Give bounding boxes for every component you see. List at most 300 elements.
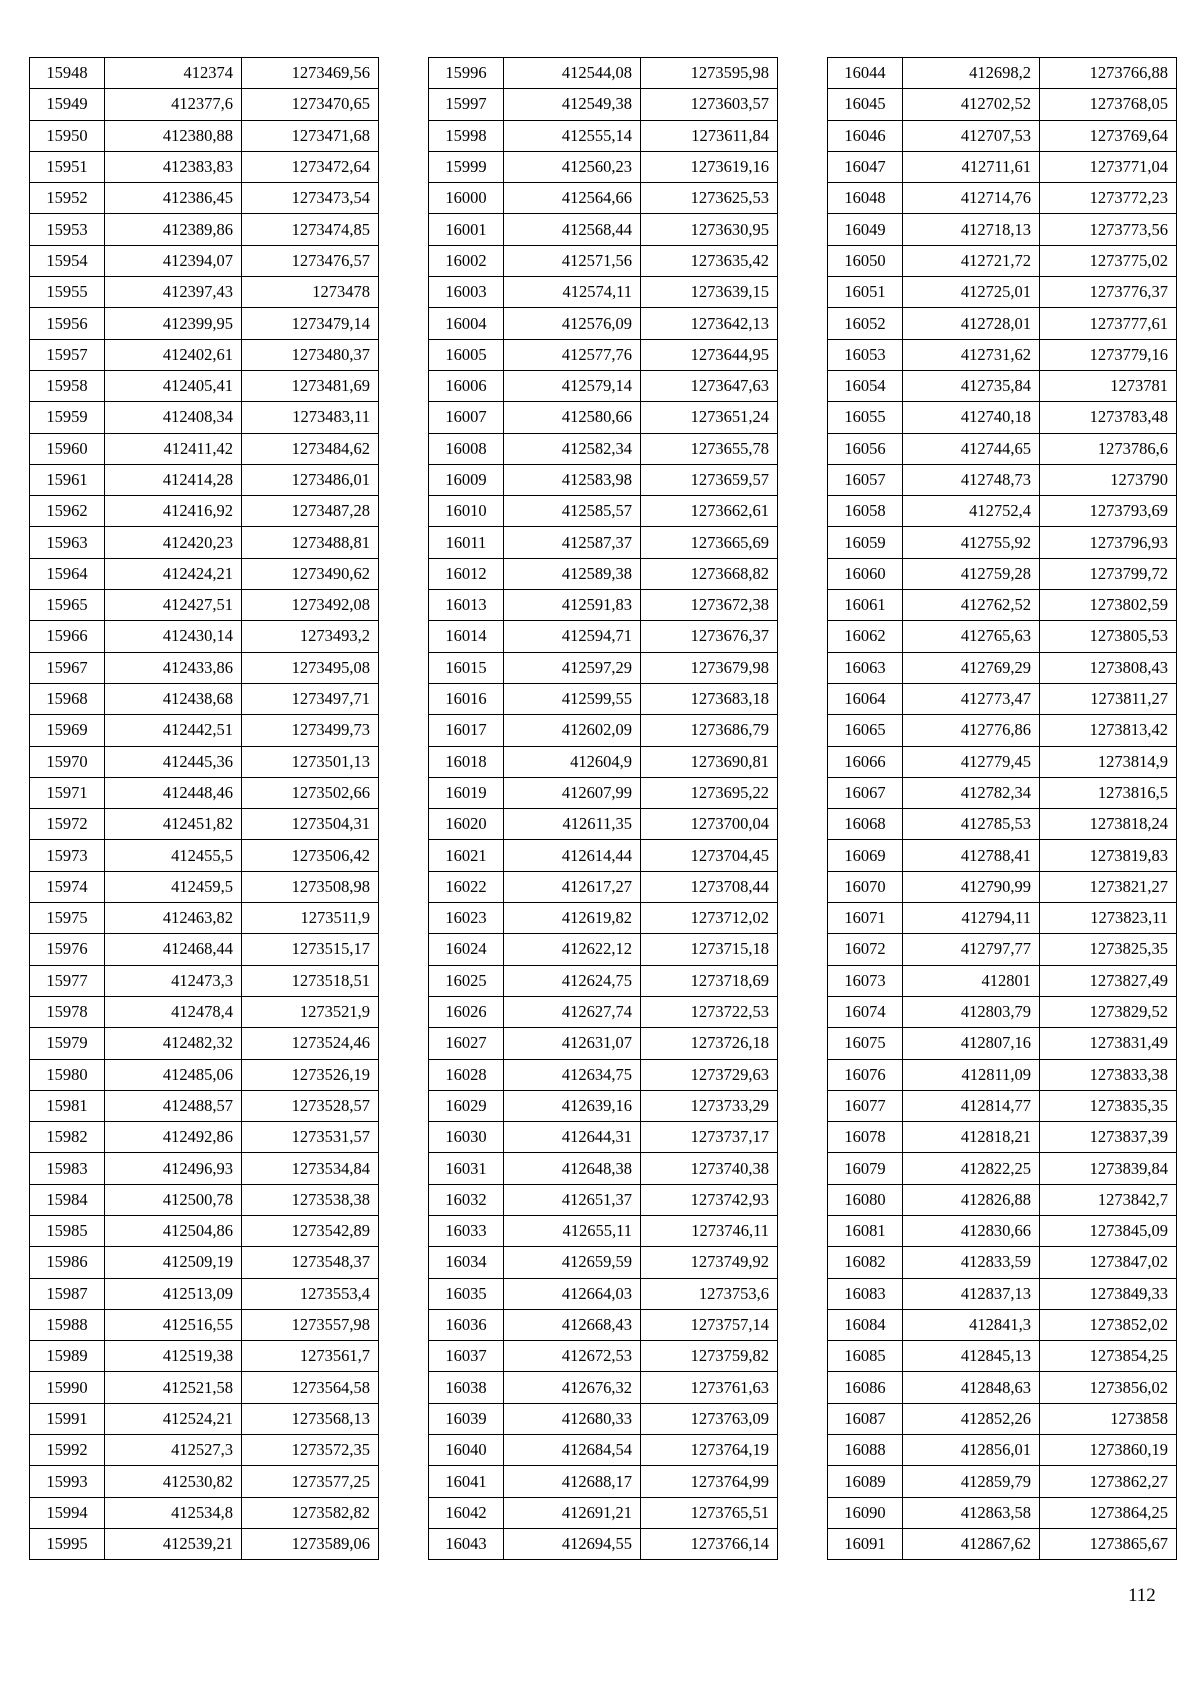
page-number: 112 xyxy=(1128,1585,1156,1606)
y-coordinate-cell: 1273775,02 xyxy=(1040,245,1177,276)
y-coordinate-cell: 1273825,35 xyxy=(1040,934,1177,965)
point-number-cell: 16000 xyxy=(429,183,504,214)
point-number-cell: 15963 xyxy=(30,527,105,558)
point-number-cell: 16074 xyxy=(828,996,903,1027)
x-coordinate-cell: 412731,62 xyxy=(903,339,1040,370)
point-number-cell: 15985 xyxy=(30,1215,105,1246)
x-coordinate-cell: 412482,32 xyxy=(105,1028,242,1059)
x-coordinate-cell: 412455,5 xyxy=(105,840,242,871)
point-number-cell: 16001 xyxy=(429,214,504,245)
y-coordinate-cell: 1273779,16 xyxy=(1040,339,1177,370)
table-row xyxy=(30,558,379,589)
y-coordinate-cell: 1273511,9 xyxy=(242,903,379,934)
y-coordinate-cell: 1273729,63 xyxy=(641,1059,778,1090)
point-number-cell: 16066 xyxy=(828,746,903,777)
point-number-cell: 16032 xyxy=(429,1184,504,1215)
y-coordinate-cell: 1273821,27 xyxy=(1040,871,1177,902)
point-number-cell: 16062 xyxy=(828,621,903,652)
x-coordinate-cell: 412624,75 xyxy=(504,965,641,996)
y-coordinate-cell: 1273470,65 xyxy=(242,89,379,120)
point-number-cell: 15956 xyxy=(30,308,105,339)
y-coordinate-cell: 1273799,72 xyxy=(1040,558,1177,589)
y-coordinate-cell: 1273819,83 xyxy=(1040,840,1177,871)
point-number-cell: 16059 xyxy=(828,527,903,558)
point-number-cell: 16002 xyxy=(429,245,504,276)
x-coordinate-cell: 412714,76 xyxy=(903,183,1040,214)
x-coordinate-cell: 412782,34 xyxy=(903,777,1040,808)
x-coordinate-cell: 412492,86 xyxy=(105,1122,242,1153)
point-number-cell: 16090 xyxy=(828,1497,903,1528)
point-number-cell: 15984 xyxy=(30,1184,105,1215)
point-number-cell: 16006 xyxy=(429,370,504,401)
x-coordinate-cell: 412833,59 xyxy=(903,1247,1040,1278)
y-coordinate-cell: 1273813,42 xyxy=(1040,715,1177,746)
table-row xyxy=(828,1528,1177,1559)
table-row xyxy=(30,809,379,840)
table-row xyxy=(30,1028,379,1059)
table-row xyxy=(30,308,379,339)
point-number-cell: 15964 xyxy=(30,558,105,589)
coordinates-table-2 xyxy=(428,57,778,1560)
table-row xyxy=(429,89,778,120)
point-number-cell: 16063 xyxy=(828,652,903,683)
x-coordinate-cell: 412718,13 xyxy=(903,214,1040,245)
y-coordinate-cell: 1273773,56 xyxy=(1040,214,1177,245)
table-row xyxy=(30,89,379,120)
x-coordinate-cell: 412509,19 xyxy=(105,1247,242,1278)
x-coordinate-cell: 412672,53 xyxy=(504,1341,641,1372)
point-number-cell: 16011 xyxy=(429,527,504,558)
x-coordinate-cell: 412748,73 xyxy=(903,464,1040,495)
x-coordinate-cell: 412803,79 xyxy=(903,996,1040,1027)
x-coordinate-cell: 412589,38 xyxy=(504,558,641,589)
point-number-cell: 15969 xyxy=(30,715,105,746)
x-coordinate-cell: 412651,37 xyxy=(504,1184,641,1215)
y-coordinate-cell: 1273480,37 xyxy=(242,339,379,370)
x-coordinate-cell: 412519,38 xyxy=(105,1341,242,1372)
x-coordinate-cell: 412527,3 xyxy=(105,1435,242,1466)
y-coordinate-cell: 1273469,56 xyxy=(242,58,379,89)
y-coordinate-cell: 1273768,05 xyxy=(1040,89,1177,120)
y-coordinate-cell: 1273582,82 xyxy=(242,1497,379,1528)
y-coordinate-cell: 1273526,19 xyxy=(242,1059,379,1090)
y-coordinate-cell: 1273487,28 xyxy=(242,496,379,527)
y-coordinate-cell: 1273568,13 xyxy=(242,1403,379,1434)
point-number-cell: 15959 xyxy=(30,402,105,433)
table-row xyxy=(429,1403,778,1434)
x-coordinate-cell: 412568,44 xyxy=(504,214,641,245)
y-coordinate-cell: 1273833,38 xyxy=(1040,1059,1177,1090)
point-number-cell: 15994 xyxy=(30,1497,105,1528)
y-coordinate-cell: 1273476,57 xyxy=(242,245,379,276)
point-number-cell: 16026 xyxy=(429,996,504,1027)
x-coordinate-cell: 412611,35 xyxy=(504,809,641,840)
point-number-cell: 16078 xyxy=(828,1122,903,1153)
table-row xyxy=(30,934,379,965)
table-row xyxy=(828,496,1177,527)
table-row xyxy=(30,120,379,151)
y-coordinate-cell: 1273772,23 xyxy=(1040,183,1177,214)
x-coordinate-cell: 412513,09 xyxy=(105,1278,242,1309)
table-row xyxy=(429,903,778,934)
x-coordinate-cell: 412852,26 xyxy=(903,1403,1040,1434)
point-number-cell: 16070 xyxy=(828,871,903,902)
y-coordinate-cell: 1273490,62 xyxy=(242,558,379,589)
point-number-cell: 16038 xyxy=(429,1372,504,1403)
y-coordinate-cell: 1273619,16 xyxy=(641,151,778,182)
x-coordinate-cell: 412859,79 xyxy=(903,1466,1040,1497)
table-row xyxy=(30,496,379,527)
point-number-cell: 16054 xyxy=(828,370,903,401)
point-number-cell: 16021 xyxy=(429,840,504,871)
x-coordinate-cell: 412617,27 xyxy=(504,871,641,902)
point-number-cell: 16052 xyxy=(828,308,903,339)
x-coordinate-cell: 412424,21 xyxy=(105,558,242,589)
y-coordinate-cell: 1273722,53 xyxy=(641,996,778,1027)
point-number-cell: 16089 xyxy=(828,1466,903,1497)
table-row xyxy=(30,151,379,182)
y-coordinate-cell: 1273686,79 xyxy=(641,715,778,746)
point-number-cell: 16023 xyxy=(429,903,504,934)
point-number-cell: 15974 xyxy=(30,871,105,902)
point-number-cell: 15981 xyxy=(30,1090,105,1121)
y-coordinate-cell: 1273814,9 xyxy=(1040,746,1177,777)
table-row xyxy=(828,996,1177,1027)
point-number-cell: 16051 xyxy=(828,277,903,308)
table-row xyxy=(828,339,1177,370)
y-coordinate-cell: 1273625,53 xyxy=(641,183,778,214)
point-number-cell: 16040 xyxy=(429,1435,504,1466)
y-coordinate-cell: 1273515,17 xyxy=(242,934,379,965)
table-row xyxy=(429,308,778,339)
y-coordinate-cell: 1273712,02 xyxy=(641,903,778,934)
table-row xyxy=(828,1372,1177,1403)
y-coordinate-cell: 1273493,2 xyxy=(242,621,379,652)
x-coordinate-cell: 412773,47 xyxy=(903,683,1040,714)
point-number-cell: 16065 xyxy=(828,715,903,746)
y-coordinate-cell: 1273839,84 xyxy=(1040,1153,1177,1184)
point-number-cell: 16014 xyxy=(429,621,504,652)
table-row xyxy=(30,746,379,777)
table-row xyxy=(30,1184,379,1215)
table-row xyxy=(429,621,778,652)
table-row xyxy=(828,1090,1177,1121)
y-coordinate-cell: 1273662,61 xyxy=(641,496,778,527)
x-coordinate-cell: 412801 xyxy=(903,965,1040,996)
table-row xyxy=(30,903,379,934)
table-row xyxy=(828,1497,1177,1528)
point-number-cell: 15980 xyxy=(30,1059,105,1090)
point-number-cell: 16012 xyxy=(429,558,504,589)
table-row xyxy=(429,934,778,965)
x-coordinate-cell: 412644,31 xyxy=(504,1122,641,1153)
point-number-cell: 15971 xyxy=(30,777,105,808)
x-coordinate-cell: 412571,56 xyxy=(504,245,641,276)
point-number-cell: 16044 xyxy=(828,58,903,89)
x-coordinate-cell: 412473,3 xyxy=(105,965,242,996)
y-coordinate-cell: 1273763,09 xyxy=(641,1403,778,1434)
table-row xyxy=(30,1215,379,1246)
table-row xyxy=(429,746,778,777)
x-coordinate-cell: 412785,53 xyxy=(903,809,1040,840)
y-coordinate-cell: 1273771,04 xyxy=(1040,151,1177,182)
x-coordinate-cell: 412534,8 xyxy=(105,1497,242,1528)
point-number-cell: 16075 xyxy=(828,1028,903,1059)
point-number-cell: 16084 xyxy=(828,1309,903,1340)
y-coordinate-cell: 1273823,11 xyxy=(1040,903,1177,934)
x-coordinate-cell: 412564,66 xyxy=(504,183,641,214)
y-coordinate-cell: 1273668,82 xyxy=(641,558,778,589)
y-coordinate-cell: 1273837,39 xyxy=(1040,1122,1177,1153)
table-row xyxy=(828,715,1177,746)
table-row xyxy=(429,652,778,683)
table-row xyxy=(828,621,1177,652)
x-coordinate-cell: 412577,76 xyxy=(504,339,641,370)
table-row xyxy=(828,1435,1177,1466)
y-coordinate-cell: 1273589,06 xyxy=(242,1528,379,1559)
x-coordinate-cell: 412639,16 xyxy=(504,1090,641,1121)
point-number-cell: 16017 xyxy=(429,715,504,746)
y-coordinate-cell: 1273548,37 xyxy=(242,1247,379,1278)
table-row xyxy=(828,1028,1177,1059)
table-row xyxy=(429,1372,778,1403)
table-row xyxy=(828,809,1177,840)
table-row xyxy=(429,809,778,840)
y-coordinate-cell: 1273790 xyxy=(1040,464,1177,495)
y-coordinate-cell: 1273708,44 xyxy=(641,871,778,902)
y-coordinate-cell: 1273777,61 xyxy=(1040,308,1177,339)
y-coordinate-cell: 1273860,19 xyxy=(1040,1435,1177,1466)
table-row xyxy=(30,1090,379,1121)
x-coordinate-cell: 412478,4 xyxy=(105,996,242,1027)
table-row xyxy=(828,1466,1177,1497)
table-row xyxy=(30,652,379,683)
point-number-cell: 16029 xyxy=(429,1090,504,1121)
x-coordinate-cell: 412420,23 xyxy=(105,527,242,558)
table-row xyxy=(429,1309,778,1340)
coordinates-table-3 xyxy=(827,57,1177,1560)
table-row xyxy=(429,558,778,589)
x-coordinate-cell: 412740,18 xyxy=(903,402,1040,433)
table-row xyxy=(828,746,1177,777)
x-coordinate-cell: 412555,14 xyxy=(504,120,641,151)
x-coordinate-cell: 412826,88 xyxy=(903,1184,1040,1215)
point-number-cell: 16058 xyxy=(828,496,903,527)
y-coordinate-cell: 1273501,13 xyxy=(242,746,379,777)
table-row xyxy=(30,777,379,808)
table-row xyxy=(30,58,379,89)
point-number-cell: 16008 xyxy=(429,433,504,464)
x-coordinate-cell: 412427,51 xyxy=(105,590,242,621)
y-coordinate-cell: 1273802,59 xyxy=(1040,590,1177,621)
table-row xyxy=(30,1247,379,1278)
x-coordinate-cell: 412394,07 xyxy=(105,245,242,276)
table-row xyxy=(828,370,1177,401)
table-row xyxy=(30,1278,379,1309)
table-row xyxy=(828,903,1177,934)
y-coordinate-cell: 1273651,24 xyxy=(641,402,778,433)
point-number-cell: 15976 xyxy=(30,934,105,965)
y-coordinate-cell: 1273647,63 xyxy=(641,370,778,401)
point-number-cell: 16030 xyxy=(429,1122,504,1153)
y-coordinate-cell: 1273862,27 xyxy=(1040,1466,1177,1497)
x-coordinate-cell: 412788,41 xyxy=(903,840,1040,871)
y-coordinate-cell: 1273473,54 xyxy=(242,183,379,214)
y-coordinate-cell: 1273534,84 xyxy=(242,1153,379,1184)
x-coordinate-cell: 412762,52 xyxy=(903,590,1040,621)
y-coordinate-cell: 1273757,14 xyxy=(641,1309,778,1340)
y-coordinate-cell: 1273572,35 xyxy=(242,1435,379,1466)
table-row xyxy=(30,1122,379,1153)
y-coordinate-cell: 1273796,93 xyxy=(1040,527,1177,558)
x-coordinate-cell: 412597,29 xyxy=(504,652,641,683)
table-row xyxy=(429,370,778,401)
y-coordinate-cell: 1273858 xyxy=(1040,1403,1177,1434)
y-coordinate-cell: 1273818,24 xyxy=(1040,809,1177,840)
point-number-cell: 16055 xyxy=(828,402,903,433)
x-coordinate-cell: 412614,44 xyxy=(504,840,641,871)
y-coordinate-cell: 1273835,35 xyxy=(1040,1090,1177,1121)
point-number-cell: 15954 xyxy=(30,245,105,276)
x-coordinate-cell: 412383,83 xyxy=(105,151,242,182)
y-coordinate-cell: 1273504,31 xyxy=(242,809,379,840)
table-row xyxy=(429,1247,778,1278)
y-coordinate-cell: 1273742,93 xyxy=(641,1184,778,1215)
x-coordinate-cell: 412389,86 xyxy=(105,214,242,245)
y-coordinate-cell: 1273749,92 xyxy=(641,1247,778,1278)
y-coordinate-cell: 1273726,18 xyxy=(641,1028,778,1059)
point-number-cell: 15962 xyxy=(30,496,105,527)
table-row xyxy=(429,527,778,558)
x-coordinate-cell: 412544,08 xyxy=(504,58,641,89)
x-coordinate-cell: 412818,21 xyxy=(903,1122,1040,1153)
table-row xyxy=(429,496,778,527)
table-row xyxy=(429,1122,778,1153)
point-number-cell: 15988 xyxy=(30,1309,105,1340)
point-number-cell: 16072 xyxy=(828,934,903,965)
table-row xyxy=(429,339,778,370)
x-coordinate-cell: 412634,75 xyxy=(504,1059,641,1090)
table-row xyxy=(30,1153,379,1184)
x-coordinate-cell: 412576,09 xyxy=(504,308,641,339)
table-row xyxy=(30,1497,379,1528)
y-coordinate-cell: 1273852,02 xyxy=(1040,1309,1177,1340)
y-coordinate-cell: 1273642,13 xyxy=(641,308,778,339)
table-row xyxy=(828,1153,1177,1184)
x-coordinate-cell: 412585,57 xyxy=(504,496,641,527)
point-number-cell: 16019 xyxy=(429,777,504,808)
y-coordinate-cell: 1273737,17 xyxy=(641,1122,778,1153)
y-coordinate-cell: 1273849,33 xyxy=(1040,1278,1177,1309)
point-number-cell: 16069 xyxy=(828,840,903,871)
point-number-cell: 16041 xyxy=(429,1466,504,1497)
y-coordinate-cell: 1273472,64 xyxy=(242,151,379,182)
y-coordinate-cell: 1273766,14 xyxy=(641,1528,778,1559)
x-coordinate-cell: 412416,92 xyxy=(105,496,242,527)
y-coordinate-cell: 1273479,14 xyxy=(242,308,379,339)
x-coordinate-cell: 412668,43 xyxy=(504,1309,641,1340)
table-row xyxy=(429,1435,778,1466)
point-number-cell: 15999 xyxy=(429,151,504,182)
x-coordinate-cell: 412725,01 xyxy=(903,277,1040,308)
y-coordinate-cell: 1273781 xyxy=(1040,370,1177,401)
y-coordinate-cell: 1273561,7 xyxy=(242,1341,379,1372)
y-coordinate-cell: 1273665,69 xyxy=(641,527,778,558)
x-coordinate-cell: 412755,92 xyxy=(903,527,1040,558)
point-number-cell: 16045 xyxy=(828,89,903,120)
x-coordinate-cell: 412691,21 xyxy=(504,1497,641,1528)
point-number-cell: 15961 xyxy=(30,464,105,495)
point-number-cell: 16064 xyxy=(828,683,903,714)
y-coordinate-cell: 1273603,57 xyxy=(641,89,778,120)
x-coordinate-cell: 412414,28 xyxy=(105,464,242,495)
table-row xyxy=(30,683,379,714)
table-row xyxy=(828,1403,1177,1434)
y-coordinate-cell: 1273740,38 xyxy=(641,1153,778,1184)
table-row xyxy=(429,402,778,433)
x-coordinate-cell: 412433,86 xyxy=(105,652,242,683)
x-coordinate-cell: 412790,99 xyxy=(903,871,1040,902)
table-row xyxy=(30,214,379,245)
point-number-cell: 15958 xyxy=(30,370,105,401)
y-coordinate-cell: 1273856,02 xyxy=(1040,1372,1177,1403)
table-row xyxy=(828,464,1177,495)
y-coordinate-cell: 1273471,68 xyxy=(242,120,379,151)
x-coordinate-cell: 412604,9 xyxy=(504,746,641,777)
table-row xyxy=(828,1278,1177,1309)
y-coordinate-cell: 1273639,15 xyxy=(641,277,778,308)
table-row xyxy=(429,590,778,621)
point-number-cell: 16037 xyxy=(429,1341,504,1372)
point-number-cell: 15997 xyxy=(429,89,504,120)
point-number-cell: 15995 xyxy=(30,1528,105,1559)
x-coordinate-cell: 412688,17 xyxy=(504,1466,641,1497)
table-row xyxy=(828,1122,1177,1153)
x-coordinate-cell: 412627,74 xyxy=(504,996,641,1027)
x-coordinate-cell: 412399,95 xyxy=(105,308,242,339)
y-coordinate-cell: 1273759,82 xyxy=(641,1341,778,1372)
point-number-cell: 16068 xyxy=(828,809,903,840)
point-number-cell: 16042 xyxy=(429,1497,504,1528)
table-row xyxy=(30,965,379,996)
table-row xyxy=(429,683,778,714)
y-coordinate-cell: 1273845,09 xyxy=(1040,1215,1177,1246)
table-row xyxy=(828,1059,1177,1090)
table-row xyxy=(429,965,778,996)
point-number-cell: 16031 xyxy=(429,1153,504,1184)
point-number-cell: 16060 xyxy=(828,558,903,589)
point-number-cell: 15992 xyxy=(30,1435,105,1466)
x-coordinate-cell: 412707,53 xyxy=(903,120,1040,151)
x-coordinate-cell: 412386,45 xyxy=(105,183,242,214)
x-coordinate-cell: 412408,34 xyxy=(105,402,242,433)
point-number-cell: 16067 xyxy=(828,777,903,808)
point-number-cell: 15993 xyxy=(30,1466,105,1497)
table-row xyxy=(429,1528,778,1559)
point-number-cell: 15977 xyxy=(30,965,105,996)
y-coordinate-cell: 1273488,81 xyxy=(242,527,379,558)
x-coordinate-cell: 412591,83 xyxy=(504,590,641,621)
x-coordinate-cell: 412848,63 xyxy=(903,1372,1040,1403)
x-coordinate-cell: 412814,77 xyxy=(903,1090,1040,1121)
x-coordinate-cell: 412574,11 xyxy=(504,277,641,308)
y-coordinate-cell: 1273854,25 xyxy=(1040,1341,1177,1372)
point-number-cell: 15957 xyxy=(30,339,105,370)
point-number-cell: 15968 xyxy=(30,683,105,714)
x-coordinate-cell: 412397,43 xyxy=(105,277,242,308)
y-coordinate-cell: 1273564,58 xyxy=(242,1372,379,1403)
y-coordinate-cell: 1273786,6 xyxy=(1040,433,1177,464)
